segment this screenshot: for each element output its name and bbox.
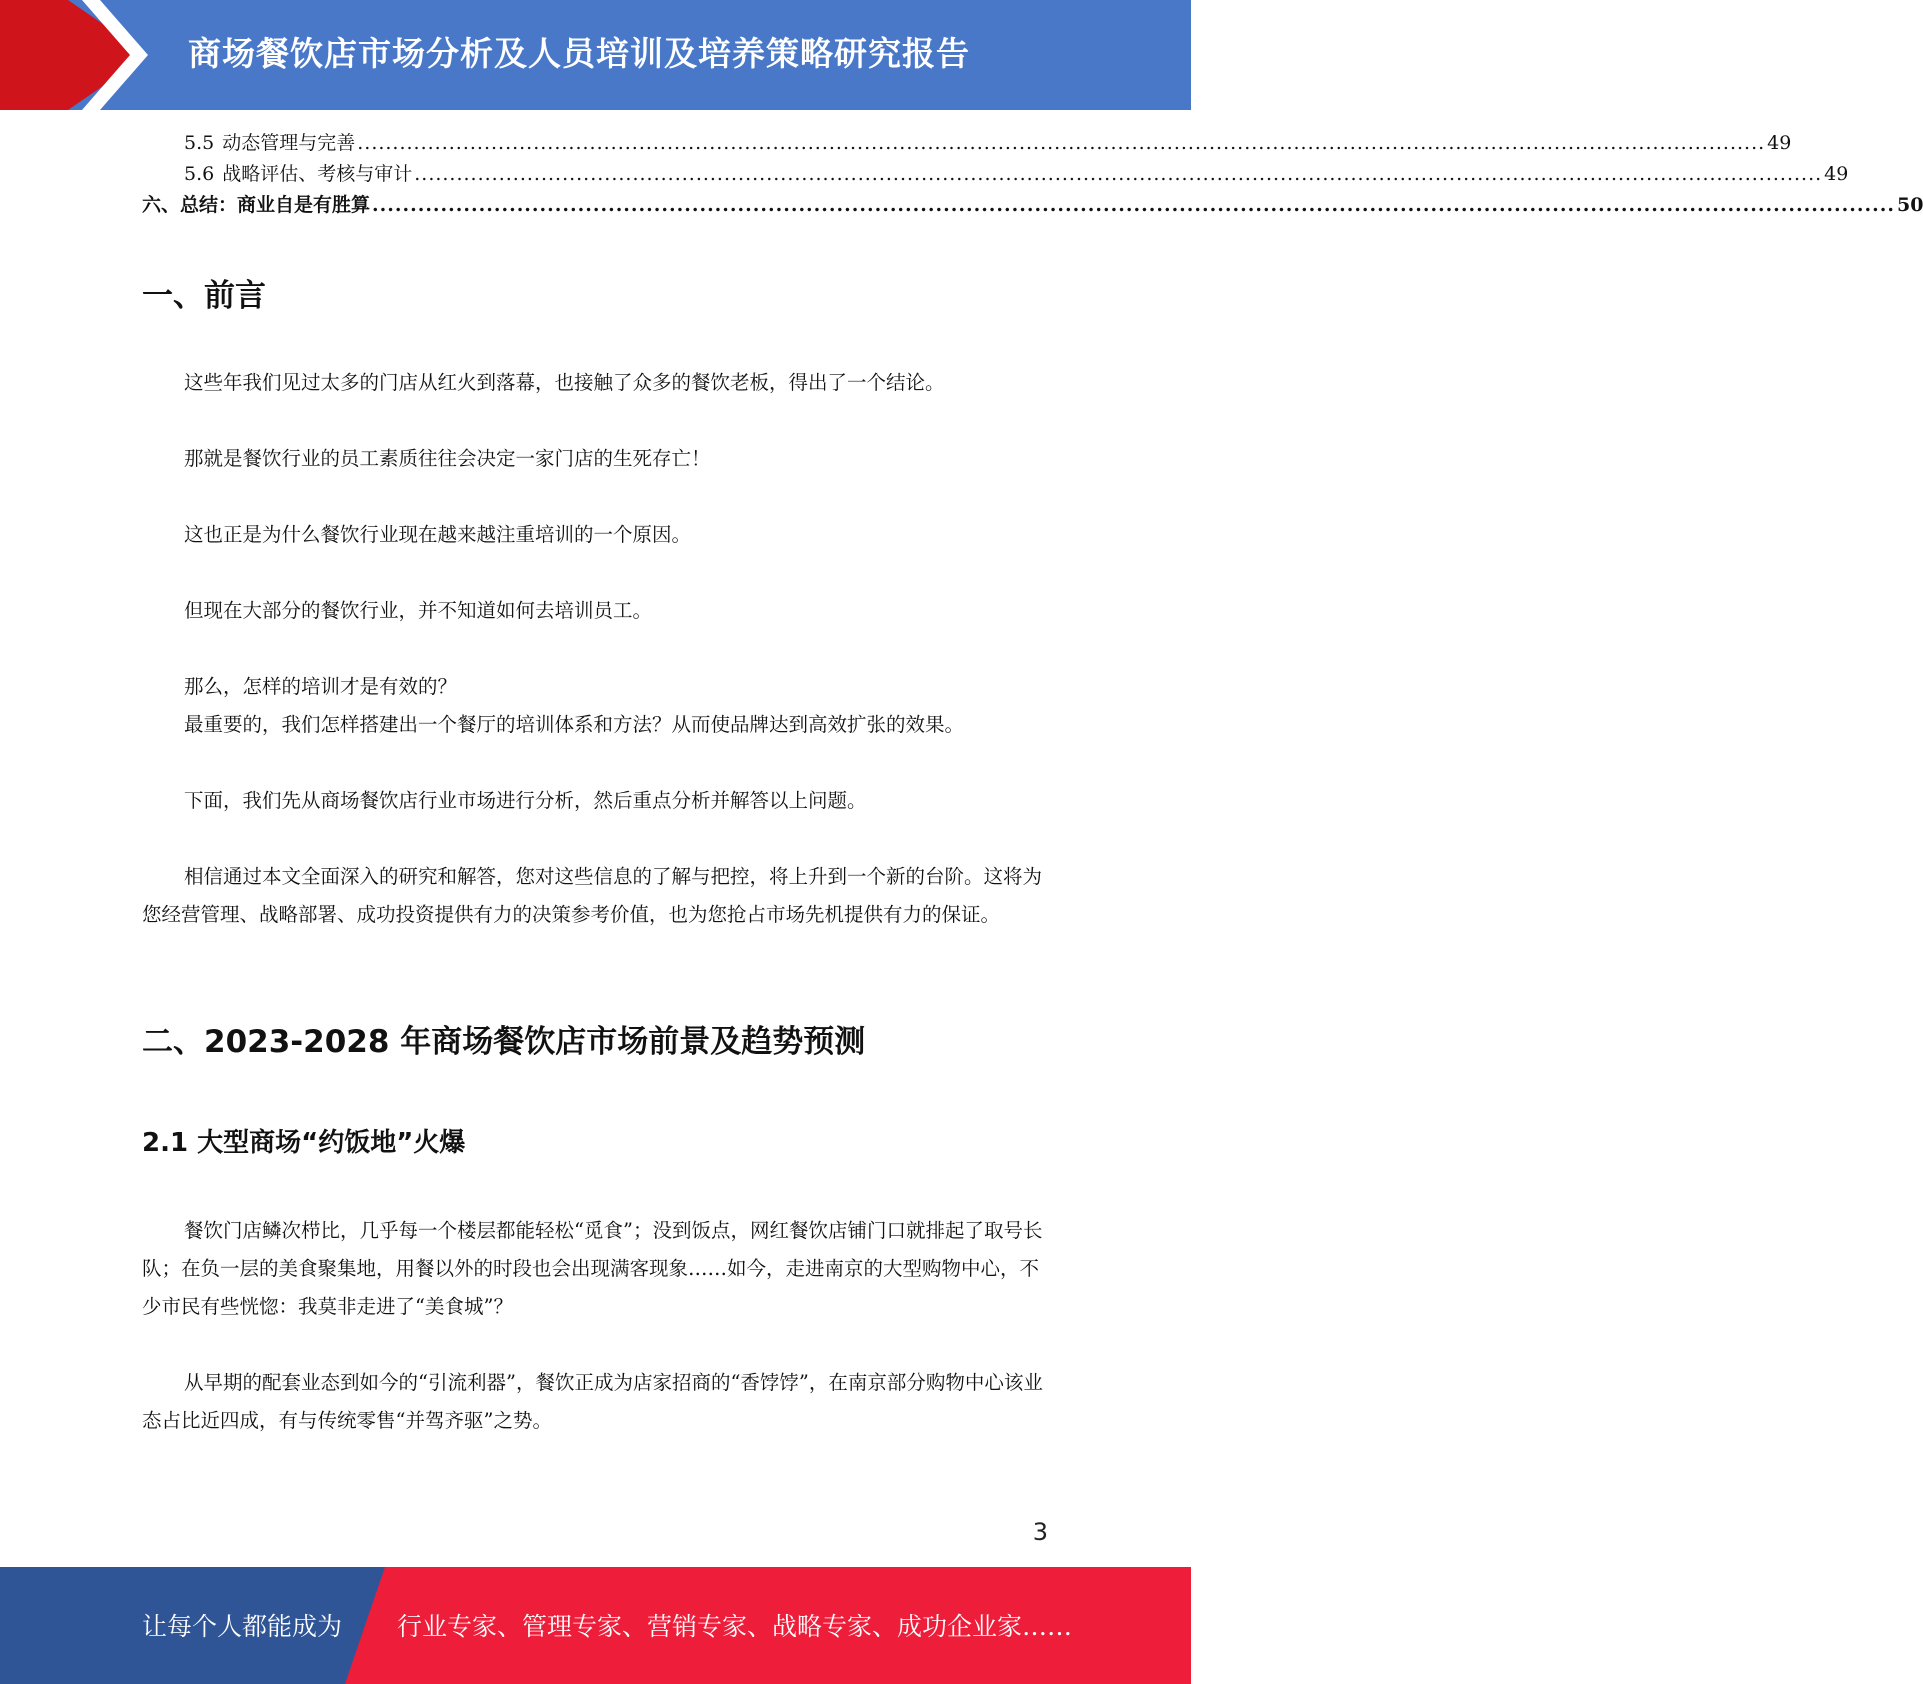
toc-item-label: 六、总结：商业自是有胜算 bbox=[142, 194, 371, 216]
paragraph: 那么，怎样的培训才是有效的？ bbox=[184, 675, 458, 698]
paragraph: 但现在大部分的餐饮行业，并不知道如何去培训员工。 bbox=[184, 599, 653, 622]
page-header bbox=[0, 0, 1191, 110]
paragraph: 那就是餐饮行业的员工素质往往会决定一家门店的生死存亡！ bbox=[184, 447, 711, 470]
paragraph: 最重要的，我们怎样搭建出一个餐厅的培训体系和方法？从而使品牌达到高效扩张的效果。 bbox=[184, 713, 965, 736]
toc-item-label: 战略评估、考核与审计 bbox=[222, 163, 413, 185]
paragraph: 从早期的配套业态到如今的“引流利器”，餐饮正成为店家招商的“香饽饽”，在南京部分购物中心该业态占比近四成，有与传统零售“并驾齐驱”之势。 bbox=[142, 1371, 1043, 1432]
toc-item[interactable] bbox=[142, 190, 1923, 221]
section-heading-preface: 一、前言 bbox=[142, 278, 266, 314]
page-number: 3 bbox=[1032, 1518, 1048, 1546]
toc-leader-dots: ........................................................................................................................................................................................................ bbox=[357, 132, 1766, 154]
footer-slogan-right: 行业专家、管理专家、营销专家、战略专家、成功企业家…… bbox=[397, 1612, 1073, 1641]
page-footer bbox=[0, 1567, 1191, 1684]
toc-leader-dots: ........................................................................................................................................................................................................ bbox=[372, 194, 1895, 216]
paragraph: 这些年我们见过太多的门店从红火到落幕，也接触了众多的餐饮老板，得出了一个结论。 bbox=[184, 371, 945, 394]
paragraph: 相信通过本文全面深入的研究和解答，您对这些信息的了解与把控，将上升到一个新的台阶。这将为您经营管理、战略部署、成功投资提供有力的决策参考价值，也为您抢占市场先机提供有力的保证。 bbox=[142, 865, 1043, 926]
toc-leader-dots: ........................................................................................................................................................................................................ bbox=[414, 163, 1823, 185]
toc-item-page: 49 bbox=[1824, 163, 1849, 185]
paragraph: 餐饮门店鳞次栉比，几乎每一个楼层都能轻松“觅食”；没到饭点，网红餐饮店铺门口就排起了取号长队；在负一层的美食聚集地，用餐以外的时段也会出现满客现象……如今，走进南京的大型购物中心，不少市民有些恍惚：我莫非走进了“美食城”？ bbox=[142, 1219, 1043, 1318]
toc-item-page: 49 bbox=[1767, 132, 1792, 154]
paragraph: 下面，我们先从商场餐饮店行业市场进行分析，然后重点分析并解答以上问题。 bbox=[184, 789, 867, 812]
toc-item[interactable] bbox=[142, 128, 1792, 159]
subsection-heading: 2.1 大型商场“约饭地”火爆 bbox=[142, 1128, 466, 1158]
toc-item-page: 50 bbox=[1896, 194, 1923, 216]
paragraph: 这也正是为什么餐饮行业现在越来越注重培训的一个原因。 bbox=[184, 523, 692, 546]
header-title: 商场餐饮店市场分析及人员培训及培养策略研究报告 bbox=[188, 34, 970, 73]
table-of-contents bbox=[142, 128, 1923, 221]
toc-item[interactable] bbox=[142, 159, 1849, 190]
toc-item-number: 5.5 bbox=[184, 132, 215, 154]
section-heading-forecast: 二、2023-2028 年商场餐饮店市场前景及趋势预测 bbox=[142, 1024, 866, 1060]
footer-slogan-left: 让每个人都能成为 bbox=[142, 1612, 343, 1641]
toc-item-number: 5.6 bbox=[184, 163, 215, 185]
toc-item-label: 动态管理与完善 bbox=[222, 132, 356, 154]
